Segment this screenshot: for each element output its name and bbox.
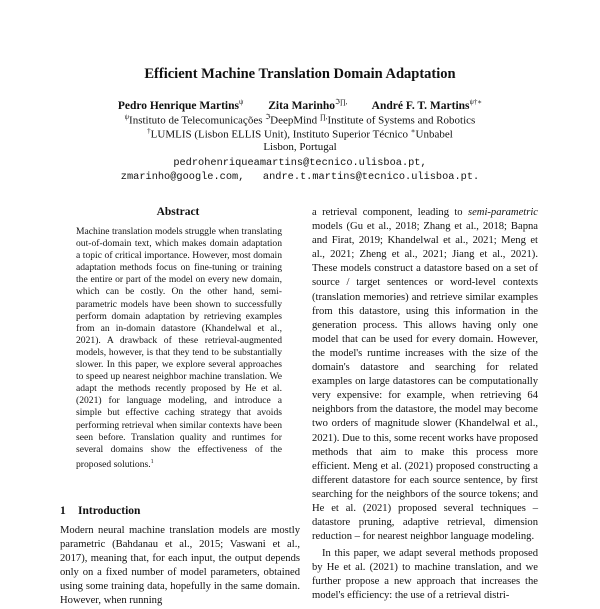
paper-title: Efficient Machine Translation Domain Adaptation (144, 66, 456, 82)
affiliation-text: LUMLIS (Lisbon ELLIS Unit), Instituto Superior Técnico (150, 128, 409, 141)
author-name: André F. T. Martins (371, 99, 470, 112)
abstract-body (76, 226, 282, 471)
abstract-text: Machine translation models struggle when translating out-of-domain text, which makes domain adaptation a topic of critical importance. However, most domain adaptation methods focus on fine-tuning or training the entire or part of the model on every new domain, which can be costly. On the other hand, semi-parametric models have been shown to successfully perform domain adaptation by retrieving examples from an in-domain datastore (Khandelwal et al., 2021). A drawback of these retrieval-augmented models, however, is that they tend to be substantially slower. In this paper, we explore several approaches to speed up nearest neighbor machine translation. We adapt the methods recently proposed by He et al. (2021) for language modeling, and introduce a simple but effective caching strategy that avoids performing retrieval when similar contexts have been seen before. Translation quality and runtimes for several domains show the effectiveness of the proposed solutions. (76, 226, 282, 470)
right-column-paragraph: In this paper, we adapt several methods proposed by He et al. (2021) to machine translation, and we further propose a new approach that increases the model's efficiency: the use of a retrieval distri- (312, 548, 538, 602)
affiliation-line (0, 127, 600, 141)
email-line: pedrohenriqueamartins@tecnico.ulisboa.pt, (173, 157, 427, 169)
affiliation-text: Instituto de Telecomunicações (129, 114, 263, 127)
author-list (0, 98, 600, 112)
abstract-heading: Abstract (156, 206, 200, 218)
section-title: Introduction (78, 505, 141, 517)
paragraph-text: a retrieval component, leading to (312, 207, 468, 218)
right-column-paragraph (312, 206, 538, 544)
affiliation-text: Unbabel (415, 128, 453, 141)
affiliation-line (0, 113, 600, 127)
author-name: Zita Marinho (268, 99, 336, 112)
affiliation-mark: ∗ (410, 127, 416, 135)
intro-paragraph: Modern neural machine translation models are mostly parametric (Bahdanau et al., 2015; Vaswani et al., 2017), meaning that, for each input, the output depends only on a fixed number of model parameters, obtained using some training data, hopefully in the same domain. However, when running (60, 525, 300, 607)
author-affiliation-mark: ψ†∗ (469, 98, 483, 106)
affiliation-text: Institute of Systems and Robotics (327, 114, 476, 127)
affiliation-mark: ψ (124, 113, 130, 121)
author-name: Pedro Henrique Martins (117, 99, 239, 112)
section-number: 1 (60, 505, 66, 517)
affiliation-location: Lisbon, Portugal (263, 141, 337, 153)
email-line: zmarinho@google.com, andre.t.martins@tecnico.ulisboa.pt. (120, 171, 480, 183)
paragraph-text: models (Gu et al., 2018; Zhang et al., 2018; Bapna and Firat, 2019; Khandelwal et al., 2021; Meng et al., 2021; Zheng et al., 2021; Jiang et al., 2021). These models construct a datastore based on a set of source / target sentences or word-level contexts (translation memories) and retrieve similar examples from this datastore, using this information in the generation process. This allows having only one model that can be used for every domain. However, the model's runtime increases with the size of the domain's datastore and searching for related examples on large datastores can be computationally very expensive: for example, when retrieving 64 neighbors from the datastore, the model may become two orders of magnitude slower (Khandelwal et al., 2021). Due to this, some recent works have proposed methods that aim to make this process more efficient. Meng et al. (2021) proposed constructing a different datastore for each source sentence, by first searching for the neighbors of the source tokens; and He et al. (2021) proposed several techniques – datastore pruning, adaptive retrieval, dimension reduction – for nearest neighbor language modeling. (312, 221, 538, 543)
footnote-mark: 1 (150, 458, 154, 465)
author-affiliation-mark: ψ (238, 98, 244, 106)
affiliation-mark: ℑ (265, 113, 271, 121)
section-heading (60, 505, 140, 517)
affiliation-text: DeepMind (270, 114, 318, 127)
emphasis-text: semi-parametric (467, 207, 538, 218)
affiliation-mark: ∏, (319, 113, 328, 121)
affiliation-mark: † (147, 127, 151, 135)
author-affiliation-mark: ℑ∏, (335, 98, 348, 106)
